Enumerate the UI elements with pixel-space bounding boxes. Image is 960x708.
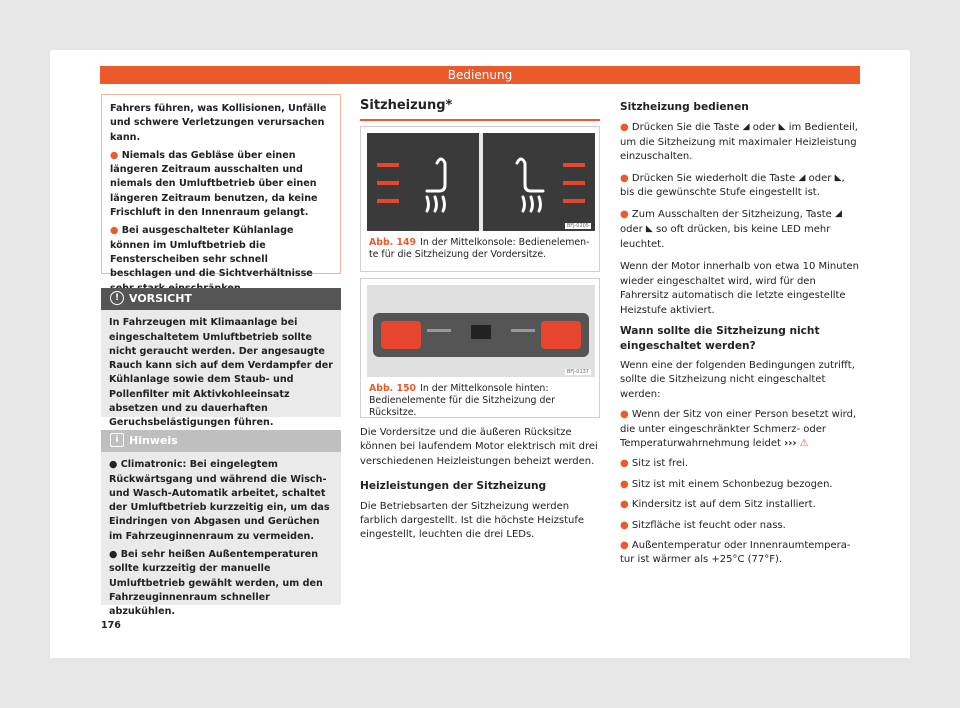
- front-seat-heating-illustration: [367, 133, 595, 231]
- figure-code: BFJ-0205: [566, 223, 589, 229]
- warning-box: [101, 94, 341, 280]
- subheading: Heizleistungen der Sitzheizung: [360, 480, 547, 493]
- seat-right-icon: ◣: [645, 224, 653, 235]
- warning-text: Fahrers führen, was Kollisionen, Unfälle und schwere Verletzungen verursachen kann.: [110, 103, 327, 143]
- seat-right-icon: ◣: [834, 172, 842, 183]
- figure-code: BFJ-0137: [566, 369, 589, 375]
- bullet-item: ● Zum Ausschalten der Sitzheizung, Taste ◢ oder ◣ so oft drücken, bis keine LED mehr leuchtet.: [620, 208, 842, 251]
- warning-bullet: ● Niemals das Gebläse über einen längeren Zeitraum ausschalten und niemals den Umluftbetrieb über einen längeren Zeitraum benutzen, da keine Frischluft in den Innenraum gelangt.: [110, 149, 318, 219]
- bullet-text: Zum Ausschalten der Sitzheizung, Taste: [631, 209, 832, 221]
- figure-caption-text: In der Mittelkonsole hinten: Bedienelemente für die Sitzheizung der Rücksitze.: [369, 383, 556, 418]
- rear-seat-heating-illustration: [367, 285, 595, 377]
- warning-bullet: ● Bei ausgeschalteter Kühlanlage können im Umluftbetrieb die Fensterscheiben sehr schnell beschlagen und die Sichtverhältnisse: [110, 224, 332, 295]
- caution-box: [101, 288, 341, 429]
- exclamation-icon: !: [110, 291, 124, 305]
- info-icon: i: [110, 433, 124, 447]
- bullet-text: so oft drücken, bis keine LED mehr leuchtet.: [620, 224, 831, 251]
- figure-label: Abb. 150: [369, 383, 417, 394]
- bullet-text: Kindersitz ist auf dem Sitz installiert.: [631, 499, 816, 511]
- bullet-item: ● Wenn der Sitz von einer Person besetzt wird, die unter eingeschränkter Schmerz- oder Temperaturwahrnehmung leidet ››› ⚠: [620, 409, 857, 449]
- bullet-item: ● Sitz ist frei.: [620, 458, 689, 470]
- hint-bullet-text: Climatronic: Bei eingelegtem Rückwärtsgang und während die Wisch- und Wasch-Automatik arbeitet, schaltet der Umluftbetrieb kurzzeitig ein, um das Eindringen von Abgasen und Gerüchen im Fahrzeuginnenraum zu vermeiden.: [109, 459, 330, 542]
- heading-bedienen: Sitzheizung bedienen: [620, 101, 749, 113]
- bullet-item: ● Außentemperatur oder Innenraumtemperatur ist wärmer als +25°C (77°F).: [620, 539, 851, 566]
- caution-header: [101, 288, 341, 310]
- hint-bullet: ● Climatronic: Bei eingelegtem Rückwärtsgang und während die Wisch- und Wasch-Automatik arbeitet, schaltet der Umluftbetrieb kurzzeitig ein, um das Eindringen von Abgasen und Gerüchen im Fahrzeuginnenraum zu vermeiden.: [109, 459, 330, 542]
- warning-bullet-text: Niemals das Gebläse über einen längeren Zeitraum ausschalten und niemals den Umluftbetrieb über einen längeren Zeitraum benutzen, da keine Frischluft in den Innenraum gelangt.: [110, 149, 318, 219]
- bullet-text: Außentemperatur oder Innenraumtemperatur ist wärmer als +25°C (77°F).: [620, 539, 851, 566]
- bullet-text: Sitz ist frei.: [631, 458, 689, 470]
- bullet-text: , bis die gewünschte Stufe eingestellt ist.: [620, 173, 845, 199]
- bullet-text: Sitz ist mit einem Schonbezug bezogen.: [631, 478, 833, 490]
- bullet-text: oder: [808, 173, 832, 185]
- bullet-item: ● Sitz ist mit einem Schonbezug bezogen.: [620, 478, 833, 490]
- hint-box: [101, 430, 341, 618]
- figure-149: [360, 126, 600, 272]
- bullet-text: im Bedienteil, um die Sitzheizung mit maximaler Heizleistung einzuschalten.: [620, 122, 858, 163]
- bullet-text: Sitzfläche ist feucht oder nass.: [631, 519, 786, 531]
- bullet-item: ● Kindersitz ist auf dem Sitz installiert.: [620, 499, 816, 511]
- paragraph: Wenn der Motor innerhalb von etwa 10 Minuten wieder eingeschaltet wird, wird für den Fahrersitz automatisch die letzte eingestellte Heizstufe aktiviert.: [620, 261, 859, 316]
- figure-caption: [361, 383, 599, 425]
- bullet-item: ● Sitzfläche ist feucht oder nass.: [620, 519, 786, 531]
- hint-bullet-text: Bei sehr heißen Außentemperaturen sollte kurzzeitig der manuelle Umluftbetrieb gewählt werden, um den Fahrzeuginnenraum schneller abzukühlen.: [109, 549, 323, 618]
- heading-wann: Wann sollte die Sitzheizung nicht eingeschaltet werden?: [620, 325, 820, 352]
- bullet-text: Drücken Sie wiederholt die Taste: [631, 173, 796, 185]
- warning-triangle-icon: ⚠: [799, 437, 809, 449]
- seat-left-icon: ◢: [798, 172, 806, 183]
- bullet-text: Drücken Sie die Taste: [631, 122, 740, 134]
- paragraph: Die Betriebsarten der Sitzheizung werden farblich dargestellt. Ist die höchste Heizstufe eingestellt, leuchten die drei LEDs.: [360, 500, 585, 541]
- figure-caption: [361, 237, 599, 267]
- seat-left-icon: ◢: [742, 122, 750, 133]
- bullet-text: oder: [620, 224, 643, 236]
- bullet-text: Wenn der Sitz von einer Person besetzt wird, die unter eingeschränkter Schmerz- oder Temperaturwahrnehmung leidet: [620, 409, 857, 449]
- hint-header: [101, 430, 341, 452]
- figure-150: [360, 278, 600, 418]
- seat-right-icon: ◣: [778, 122, 786, 133]
- bullet-item: ● Drücken Sie die Taste ◢ oder ◣ im Bedienteil, um die Sitzheizung mit maximaler Heizleistung einzuschalten.: [620, 122, 858, 163]
- right-text: [620, 100, 860, 574]
- figure-caption-text: In der Mittelkonsole: Bedienelemente für die Sitzheizung der Vordersitze.: [369, 237, 590, 260]
- caution-text: In Fahrzeugen mit Klimaanlage bei eingeschaltetem Umluftbetrieb sollte nicht geraucht werden. Der angesaugte Rauch kann sich auf dem Verdampfer der Kühlanlage sowie dem Staub- und Pollenfilter mit Aktivkohleeinsatz absetzen und zu dauerhaften Geruchsbelästigungen führen.: [109, 317, 333, 429]
- bullet-text: oder: [752, 122, 776, 134]
- figure-150-image: [367, 285, 593, 377]
- figure-label: Abb. 149: [369, 237, 417, 248]
- bullet-item: ● Drücken Sie wiederholt die Taste ◢ oder ◣, bis die gewünschte Stufe eingestellt ist.: [620, 172, 845, 199]
- paragraph: Die Vordersitze und die äußeren Rücksitze können bei laufendem Motor elektrisch mit drei verschiedenen Heizleistungen beheizt werden.: [360, 427, 598, 467]
- seat-left-icon: ◢: [835, 208, 842, 219]
- paragraph: Wenn eine der folgenden Bedingungen zutrifft, sollte die Sitzheizung nicht eingeschaltet werden:: [620, 359, 855, 400]
- page-header: Bedienung: [100, 66, 860, 84]
- figure-149-image: [367, 133, 593, 231]
- caution-title: VORSICHT: [129, 292, 192, 305]
- hint-body: [101, 452, 341, 625]
- middle-text: [360, 426, 600, 549]
- page-number: 176: [101, 620, 121, 631]
- section-title: Sitzheizung*: [360, 98, 600, 121]
- warning-bullet-text: Bei ausgeschalteter Kühlanlage können im Umluftbetrieb die Fensterscheiben sehr schnell beschlagen und die Sichtverhältnisse: [110, 225, 313, 280]
- hint-title: Hinweis: [129, 434, 178, 447]
- cross-reference: ›››: [784, 437, 797, 449]
- hint-bullet: ● Bei sehr heißen Außentemperaturen sollte kurzzeitig der manuelle Umluftbetrieb gewählt werden, um den Fahrzeuginnenraum schneller abzukühlen.: [109, 549, 323, 618]
